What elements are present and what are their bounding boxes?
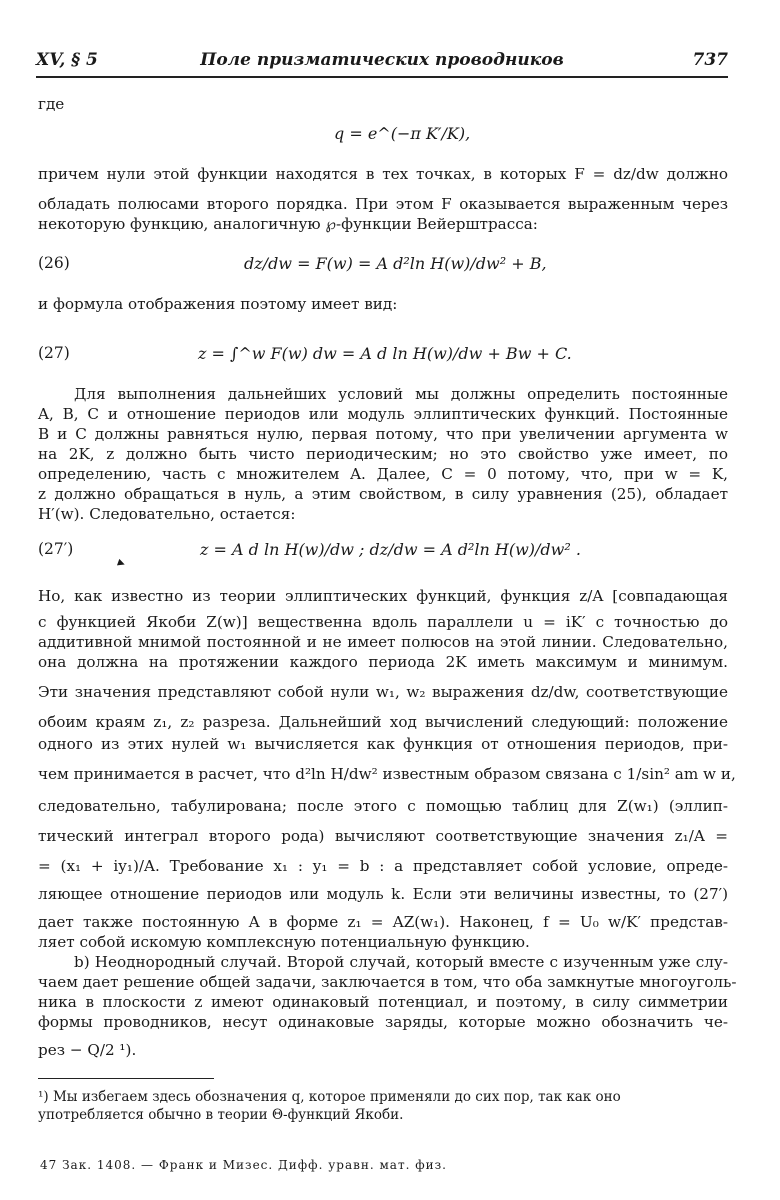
text-line: тический интеграл второго рода) вычисляют соответствующие значения z₁/A = [38,827,728,845]
text-line: обладать полюсами второго порядка. При этом F оказывается выраженным через [38,195,728,213]
text-line: определению, часть с множителем A. Далее, C = 0 потому, что, при w = K, [38,465,728,483]
equation-number: (26) [38,254,70,272]
text-line: и формула отображения поэтому имеет вид: [38,295,398,313]
section-ref: XV, § 5 [36,50,98,70]
text-line: z должно обращаться в нуль, а этим свойством, в силу уравнения (25), обладает [38,485,728,503]
text-line: рез − Q/2 ¹). [38,1041,137,1059]
text-line: следовательно, табулирована; после этого с помощью таблиц для Z(w₁) (эллип- [38,797,728,815]
page-number: 737 [692,50,728,70]
equation-27-prime: z = A d ln H(w)/dw ; dz/dw = A d²ln H(w)/dw² . [200,540,581,559]
equation-27: z = ∫^w F(w) dw = A d ln H(w)/dw + Bw + C. [198,344,572,363]
text-line: B и C должны равняться нулю, первая потому, что при увеличении аргумента w [38,425,728,443]
text-line: Эти значения представляют собой нули w₁, w₂ выражения dz/dw, соответствующие [38,683,728,701]
text-line: ника в плоскости z имеют одинаковый потенциал, и поэтому, в силу симметрии [38,993,728,1011]
equation-number: (27) [38,344,70,362]
footnote-rule [38,1078,214,1079]
text-line: формы проводников, несут одинаковые заряды, которые можно обозначить че- [38,1013,728,1031]
text-line: обоим краям z₁, z₂ разреза. Дальнейший ход вычислений следующий: положение [38,713,728,731]
text-line: причем нули этой функции находятся в тех точках, в которых F = dz/dw должно [38,165,728,183]
running-header [36,46,728,78]
printer-imprint: 47 Зак. 1408. — Франк и Мизес. Дифф. уравн. мат. физ. [40,1158,447,1172]
text-line: Но, как известно из теории эллиптических функций, функция z/A [совпадающая [38,587,728,605]
page-title: Поле призматических проводников [200,50,564,70]
text-line: некоторую функцию, аналогичную ℘-функции Вейерштрасса: [38,215,538,233]
text-line: она должна на протяжении каждого периода 2K иметь максимум и минимум. [38,653,728,671]
text-line: ляет собой искомую комплексную потенциальную функцию. [38,933,530,951]
text-line: одного из этих нулей w₁ вычисляется как функция от отношения периодов, при- [38,735,728,753]
text-line: где [38,95,65,113]
text-line: H′(w). Следовательно, остается: [38,505,296,523]
text-line: = (x₁ + iy₁)/A. Требование x₁ : y₁ = b : a представляет собой условие, опреде- [38,857,728,875]
text-line: на 2K, z должно быть чисто периодическим; но это свойство уже имеет, по [38,445,728,463]
text-line: b) Неоднородный случай. Второй случай, который вместе с изученным уже слу- [74,953,728,971]
equation-number: (27′) [38,540,74,558]
text-line: чем принимается в расчет, что d²ln H/dw² известным образом связана с 1/sin² am w и, [38,765,736,783]
text-line: с функцией Якоби Z(w)] вещественна вдоль параллели u = iK′ с точностью до [38,613,728,631]
text-line: A, B, C и отношение периодов или модуль эллиптических функций. Постоянные [38,405,728,423]
footnote-line: употребляется обычно в теории Θ-функций Якоби. [38,1107,404,1123]
stray-mark: ▸ [115,554,128,572]
text-line: чаем дает решение общей задачи, заключается в том, что оба замкнутые многоуголь- [38,973,737,991]
equation-26: dz/dw = F(w) = A d²ln H(w)/dw² + B, [244,254,547,273]
text-line: Для выполнения дальнейших условий мы должны определить постоянные [74,385,728,403]
text-line: ляющее отношение периодов или модуль k. Если эти величины известны, то (27′) [38,885,728,903]
text-line: дает также постоянную A в форме z₁ = AZ(w₁). Наконец, f = U₀ w/K′ представ- [38,913,728,931]
footnote-line: ¹) Мы избегаем здесь обозначения q, которое применяли до сих пор, так как оно [38,1089,621,1105]
text-line: аддитивной мнимой постоянной и не имеет полюсов на этой линии. Следовательно, [38,633,728,651]
q-formula: q = e^(−π K′/K), [334,124,471,143]
